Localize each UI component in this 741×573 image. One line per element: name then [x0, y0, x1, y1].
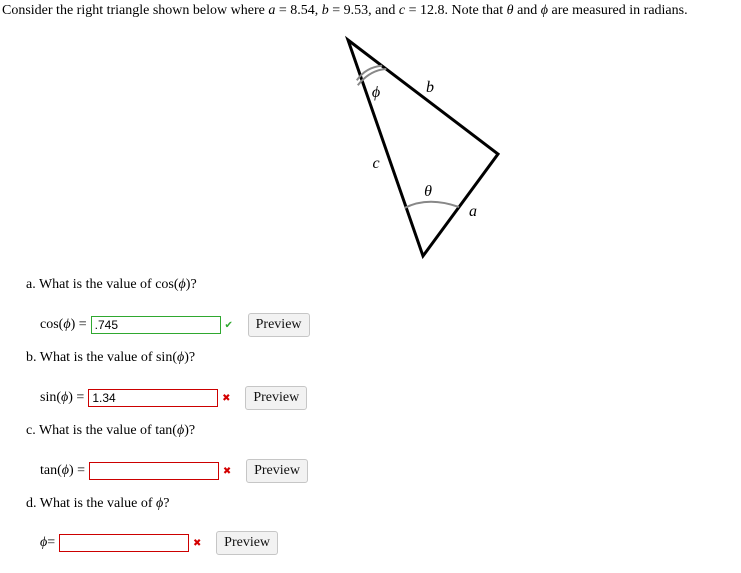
- question-b-prompt: [26, 350, 195, 366]
- lhs-var: ϕ: [63, 317, 71, 332]
- prompt-text: a. What is the value of cos(: [26, 277, 179, 292]
- answer-input-sin[interactable]: [88, 389, 218, 407]
- prompt-text-end: )?: [185, 277, 197, 292]
- question-c-prompt: [26, 423, 195, 439]
- x-icon: ✖: [222, 392, 231, 404]
- check-icon: ✔: [224, 319, 233, 331]
- lhs-fn: cos(: [40, 317, 64, 332]
- answer-input-cos[interactable]: [91, 316, 221, 334]
- value-a: = 8.54,: [275, 3, 322, 18]
- label-phi: ϕ: [371, 84, 381, 101]
- lhs-fn: tan(: [40, 463, 62, 478]
- value-b: = 9.53, and: [328, 3, 399, 18]
- answer-row-d: [40, 531, 278, 555]
- prompt-var: ϕ: [177, 350, 185, 365]
- prompt-text: b. What is the value of sin(: [26, 350, 177, 365]
- preview-button-d[interactable]: Preview: [216, 531, 278, 555]
- value-c: = 12.8. Note that: [405, 3, 507, 18]
- prompt-text-end: )?: [184, 350, 196, 365]
- label-a: a: [469, 203, 477, 220]
- lhs-fn: sin(: [40, 390, 61, 405]
- preview-button-c[interactable]: Preview: [246, 459, 308, 483]
- intro-and: and: [513, 3, 541, 18]
- lhs-post: ) =: [69, 463, 86, 478]
- label-theta: θ: [424, 183, 432, 200]
- prompt-text-end: ?: [163, 496, 170, 511]
- prompt-text: d. What is the value of: [26, 496, 156, 511]
- triangle-figure: [330, 30, 520, 270]
- lhs-post: ) =: [70, 317, 87, 332]
- theta-angle-arc: [405, 202, 460, 208]
- lhs-var: ϕ: [40, 535, 48, 550]
- answer-input-tan[interactable]: [89, 462, 219, 480]
- label-c: c: [372, 155, 380, 172]
- answer-row-a: [40, 313, 310, 337]
- var-c: c: [398, 3, 406, 18]
- x-icon: ✖: [192, 537, 202, 549]
- preview-button-a[interactable]: Preview: [248, 313, 310, 337]
- prompt-text-end: )?: [184, 423, 196, 438]
- var-b: b: [321, 3, 329, 18]
- prompt-text: c. What is the value of tan(: [26, 423, 177, 438]
- lhs-post: ) =: [68, 390, 85, 405]
- answer-row-b: [40, 386, 307, 410]
- question-d-prompt: [26, 496, 169, 512]
- prompt-var: ϕ: [178, 277, 186, 292]
- intro-text: Consider the right triangle shown below where: [2, 3, 269, 18]
- problem-statement: [2, 3, 738, 19]
- var-theta: θ: [506, 3, 514, 18]
- prompt-var: ϕ: [156, 496, 164, 511]
- var-a: a: [268, 3, 276, 18]
- prompt-var: ϕ: [176, 423, 185, 438]
- answer-row-c: [40, 459, 308, 483]
- answer-input-phi[interactable]: [59, 534, 189, 552]
- question-a-prompt: [26, 277, 197, 293]
- x-icon: ✖: [222, 465, 232, 477]
- triangle: [348, 40, 498, 256]
- lhs-post: =: [47, 535, 56, 550]
- lhs-var: ϕ: [61, 463, 70, 478]
- label-b: b: [426, 79, 434, 96]
- var-phi: ϕ: [540, 3, 549, 18]
- preview-button-b[interactable]: Preview: [245, 386, 307, 410]
- intro-post: are measured in radians.: [548, 3, 688, 18]
- lhs-var: ϕ: [61, 390, 69, 405]
